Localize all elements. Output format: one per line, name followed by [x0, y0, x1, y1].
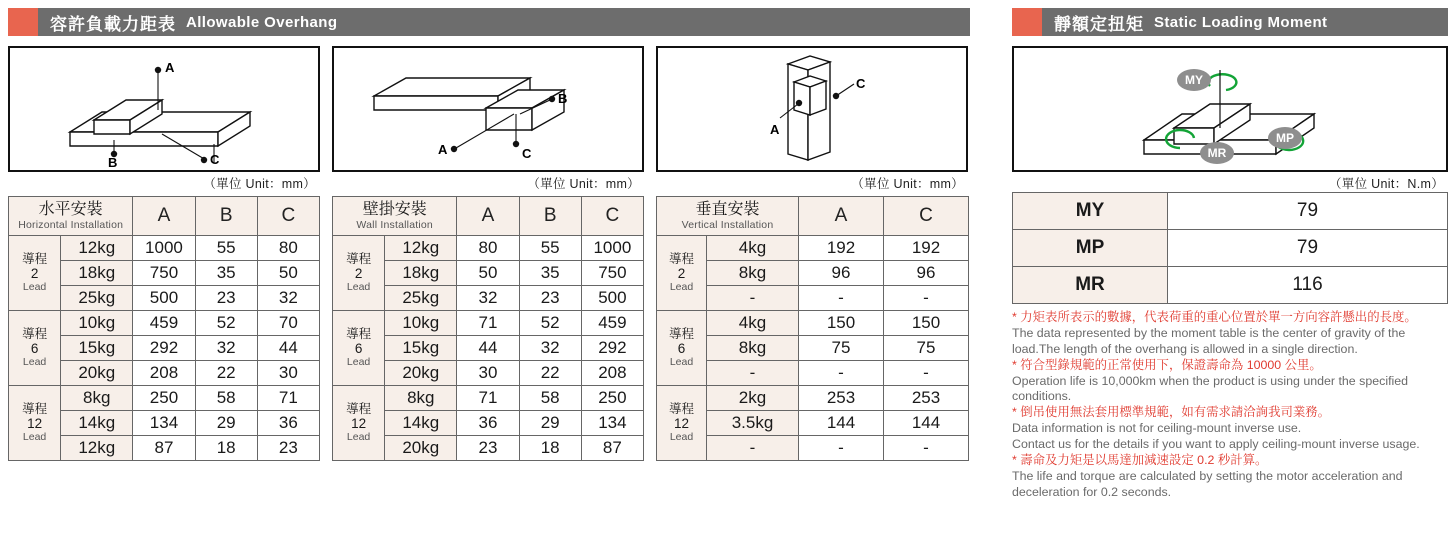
note-line: * 符合型錄規範的正常使用下，保證壽命為 10000 公里。	[1012, 357, 1322, 372]
note-line: Contact us for the details if you want to apply ceiling-mount inverse usage.	[1012, 437, 1420, 451]
note-line: Data information is not for ceiling-mount inverse use.	[1012, 421, 1302, 436]
value-cell: 30	[257, 361, 319, 386]
value-cell: 192	[884, 236, 969, 261]
value-cell: 71	[457, 311, 519, 336]
table-header-row	[333, 197, 644, 236]
value-cell: 35	[195, 261, 257, 286]
value-cell: 32	[257, 286, 319, 311]
unit-note-horizontal: （單位 Unit：mm）	[203, 177, 316, 191]
moment-value: 79	[1168, 230, 1448, 267]
column-header-a: A	[799, 197, 884, 236]
right-title-en: Static Loading Moment	[1154, 13, 1328, 31]
load-cell: 14kg	[61, 411, 133, 436]
value-cell: -	[884, 436, 969, 461]
column-header-c: C	[884, 197, 969, 236]
left-section-header	[8, 8, 970, 36]
spec-table-horizontal	[8, 196, 320, 461]
value-cell: 52	[519, 311, 581, 336]
load-cell: 8kg	[385, 386, 457, 411]
value-cell: 253	[799, 386, 884, 411]
left-title-cn: 容許負載力距表	[50, 14, 176, 34]
load-cell: 10kg	[385, 311, 457, 336]
spec-table-wall	[332, 196, 644, 461]
diagram-horizontal	[8, 46, 320, 172]
badge-mp: MP	[1276, 131, 1294, 145]
moment-label: MR	[1013, 267, 1168, 304]
value-cell: 208	[581, 361, 643, 386]
notes-block	[1012, 310, 1448, 501]
column-header-a: A	[133, 197, 195, 236]
load-cell: 25kg	[61, 286, 133, 311]
unit-note-wall: （單位 Unit：mm）	[527, 177, 640, 191]
value-cell: 292	[581, 336, 643, 361]
value-cell: 75	[799, 336, 884, 361]
header-accent-tag	[8, 8, 38, 36]
diagram3-label-c: C	[856, 76, 866, 91]
load-cell: 12kg	[61, 436, 133, 461]
value-cell: 23	[257, 436, 319, 461]
value-cell: 459	[133, 311, 195, 336]
load-cell: 8kg	[707, 261, 799, 286]
note-line: The life and torque are calculated by setting the motor acceleration and deceleration for 0.2 seconds.	[1012, 468, 1403, 499]
table-row	[657, 386, 969, 411]
note-line: Operation life is 10,000km when the product is using under the specified conditions.	[1012, 373, 1409, 404]
load-cell: 14kg	[385, 411, 457, 436]
diagram3-label-a: A	[770, 122, 780, 137]
load-cell: 20kg	[385, 436, 457, 461]
diagram2-label-b: B	[558, 91, 568, 106]
value-cell: -	[799, 286, 884, 311]
diagram-moment-svg	[1014, 48, 1446, 170]
load-cell: 3.5kg	[707, 411, 799, 436]
value-cell: 18	[519, 436, 581, 461]
value-cell: 23	[457, 436, 519, 461]
value-cell: 750	[133, 261, 195, 286]
lead-group-label: 導程 6 Lead	[9, 311, 61, 386]
lead-group-label: 導程 12 Lead	[9, 386, 61, 461]
spec-table-wrap-horizontal	[8, 196, 320, 461]
load-cell: 20kg	[385, 361, 457, 386]
value-cell: 134	[133, 411, 195, 436]
load-cell: 4kg	[707, 311, 799, 336]
value-cell: 30	[457, 361, 519, 386]
load-cell: 20kg	[61, 361, 133, 386]
diagram-col-horizontal	[8, 46, 320, 192]
value-cell: 23	[195, 286, 257, 311]
value-cell: 144	[884, 411, 969, 436]
diagram-vertical-svg	[658, 48, 966, 170]
moment-row	[1013, 193, 1448, 230]
value-cell: 96	[799, 261, 884, 286]
value-cell: 55	[519, 236, 581, 261]
load-cell: -	[707, 436, 799, 461]
load-cell: 8kg	[61, 386, 133, 411]
table-row	[333, 311, 644, 336]
value-cell: 250	[133, 386, 195, 411]
load-cell: 2kg	[707, 386, 799, 411]
diagram-vertical	[656, 46, 968, 172]
load-cell: 15kg	[385, 336, 457, 361]
value-cell: 55	[195, 236, 257, 261]
spec-table-wrap-wall	[332, 196, 644, 461]
value-cell: 29	[519, 411, 581, 436]
value-cell: 71	[257, 386, 319, 411]
lead-group-label: 導程 2 Lead	[333, 236, 385, 311]
value-cell: 144	[799, 411, 884, 436]
value-cell: 52	[195, 311, 257, 336]
column-header-a: A	[457, 197, 519, 236]
moment-row	[1013, 230, 1448, 267]
table-row	[333, 386, 644, 411]
table-row	[9, 236, 320, 261]
load-cell: -	[707, 286, 799, 311]
table-header-title: 水平安裝 Horizontal Installation	[9, 197, 133, 236]
value-cell: 500	[581, 286, 643, 311]
table-header-title: 垂直安裝 Vertical Installation	[657, 197, 799, 236]
diagram-col-wall	[332, 46, 644, 192]
value-cell: 192	[799, 236, 884, 261]
spec-table-wrap-vertical	[656, 196, 968, 461]
value-cell: -	[884, 286, 969, 311]
table-row	[657, 236, 969, 261]
lead-group-label: 導程 6 Lead	[333, 311, 385, 386]
lead-group-label: 導程 2 Lead	[9, 236, 61, 311]
spec-table-vertical	[656, 196, 969, 461]
load-cell: 15kg	[61, 336, 133, 361]
moment-label: MY	[1013, 193, 1168, 230]
table-row	[9, 311, 320, 336]
value-cell: 80	[257, 236, 319, 261]
value-cell: 208	[133, 361, 195, 386]
load-cell: 18kg	[61, 261, 133, 286]
value-cell: 32	[519, 336, 581, 361]
value-cell: 50	[457, 261, 519, 286]
moment-label: MP	[1013, 230, 1168, 267]
left-title-en: Allowable Overhang	[186, 13, 338, 31]
diagram-horizontal-svg	[10, 48, 318, 170]
header-bar-right	[1042, 8, 1448, 36]
spec-tables-row	[8, 196, 970, 461]
diagram-row	[8, 46, 970, 192]
value-cell: 23	[519, 286, 581, 311]
column-header-b: B	[195, 197, 257, 236]
note-line: * 力矩表所表示的數據，代表荷重的重心位置於單一方向容許懸出的長度。	[1012, 310, 1417, 324]
note-line: * 倒吊使用無法套用標準規範，如有需求請洽詢我司業務。	[1012, 405, 1331, 420]
load-cell: 12kg	[61, 236, 133, 261]
note-line: The data represented by the moment table is the center of gravity of the load.The length of the overhang is allowed in a single direction.	[1012, 325, 1406, 356]
diagram1-label-c: C	[210, 152, 220, 167]
value-cell: 253	[884, 386, 969, 411]
badge-mr: MR	[1207, 146, 1227, 160]
value-cell: 87	[133, 436, 195, 461]
value-cell: 36	[257, 411, 319, 436]
unit-note-vertical: （單位 Unit：mm）	[851, 177, 964, 191]
moment-value: 79	[1168, 193, 1448, 230]
value-cell: 22	[519, 361, 581, 386]
value-cell: 1000	[581, 236, 643, 261]
moment-row	[1013, 267, 1448, 304]
value-cell: 80	[457, 236, 519, 261]
value-cell: 750	[581, 261, 643, 286]
header-bar	[38, 8, 970, 36]
value-cell: 71	[457, 386, 519, 411]
diagram1-label-a: A	[165, 60, 175, 75]
badge-my: MY	[1185, 73, 1203, 87]
value-cell: 500	[133, 286, 195, 311]
table-header-row	[9, 197, 320, 236]
value-cell: 35	[519, 261, 581, 286]
value-cell: 96	[884, 261, 969, 286]
value-cell: 292	[133, 336, 195, 361]
value-cell: 50	[257, 261, 319, 286]
lead-group-label: 導程 6 Lead	[657, 311, 707, 386]
value-cell: 44	[457, 336, 519, 361]
value-cell: 32	[457, 286, 519, 311]
load-cell: 8kg	[707, 336, 799, 361]
right-section-header	[1012, 8, 1448, 36]
table-row	[9, 386, 320, 411]
load-cell: 10kg	[61, 311, 133, 336]
value-cell: 70	[257, 311, 319, 336]
note-line: * 壽命及力矩是以馬達加減速設定 0.2 秒計算。	[1012, 452, 1268, 467]
value-cell: 32	[195, 336, 257, 361]
table-header-title: 壁掛安裝 Wall Installation	[333, 197, 457, 236]
diagram-wall-svg	[334, 48, 642, 170]
value-cell: 250	[581, 386, 643, 411]
load-cell: 25kg	[385, 286, 457, 311]
column-header-c: C	[581, 197, 643, 236]
column-header-c: C	[257, 197, 319, 236]
static-loading-moment-section	[1012, 8, 1448, 501]
header-accent-tag-right	[1012, 8, 1042, 36]
column-header-b: B	[519, 197, 581, 236]
table-row	[657, 311, 969, 336]
diagram2-label-c: C	[522, 146, 532, 161]
value-cell: 22	[195, 361, 257, 386]
value-cell: 134	[581, 411, 643, 436]
moment-table	[1012, 192, 1448, 304]
value-cell: 29	[195, 411, 257, 436]
value-cell: 58	[519, 386, 581, 411]
value-cell: 150	[799, 311, 884, 336]
diagram-moment	[1012, 46, 1448, 172]
load-cell: 4kg	[707, 236, 799, 261]
load-cell: 18kg	[385, 261, 457, 286]
allowable-overhang-section	[8, 8, 970, 461]
value-cell: 150	[884, 311, 969, 336]
diagram1-label-b: B	[108, 155, 118, 170]
load-cell: -	[707, 361, 799, 386]
value-cell: 58	[195, 386, 257, 411]
diagram-wall	[332, 46, 644, 172]
load-cell: 12kg	[385, 236, 457, 261]
value-cell: -	[799, 436, 884, 461]
value-cell: 18	[195, 436, 257, 461]
value-cell: 1000	[133, 236, 195, 261]
value-cell: 87	[581, 436, 643, 461]
right-title-cn: 靜額定扭矩	[1054, 14, 1144, 34]
lead-group-label: 導程 12 Lead	[657, 386, 707, 461]
value-cell: -	[799, 361, 884, 386]
value-cell: 36	[457, 411, 519, 436]
value-cell: 44	[257, 336, 319, 361]
value-cell: 75	[884, 336, 969, 361]
lead-group-label: 導程 12 Lead	[333, 386, 385, 461]
diagram2-label-a: A	[438, 142, 448, 157]
value-cell: 459	[581, 311, 643, 336]
table-header-row	[657, 197, 969, 236]
diagram-col-vertical	[656, 46, 968, 192]
table-row	[333, 236, 644, 261]
value-cell: -	[884, 361, 969, 386]
unit-note-moment: （單位 Unit：N.m）	[1328, 177, 1444, 191]
lead-group-label: 導程 2 Lead	[657, 236, 707, 311]
moment-value: 116	[1168, 267, 1448, 304]
